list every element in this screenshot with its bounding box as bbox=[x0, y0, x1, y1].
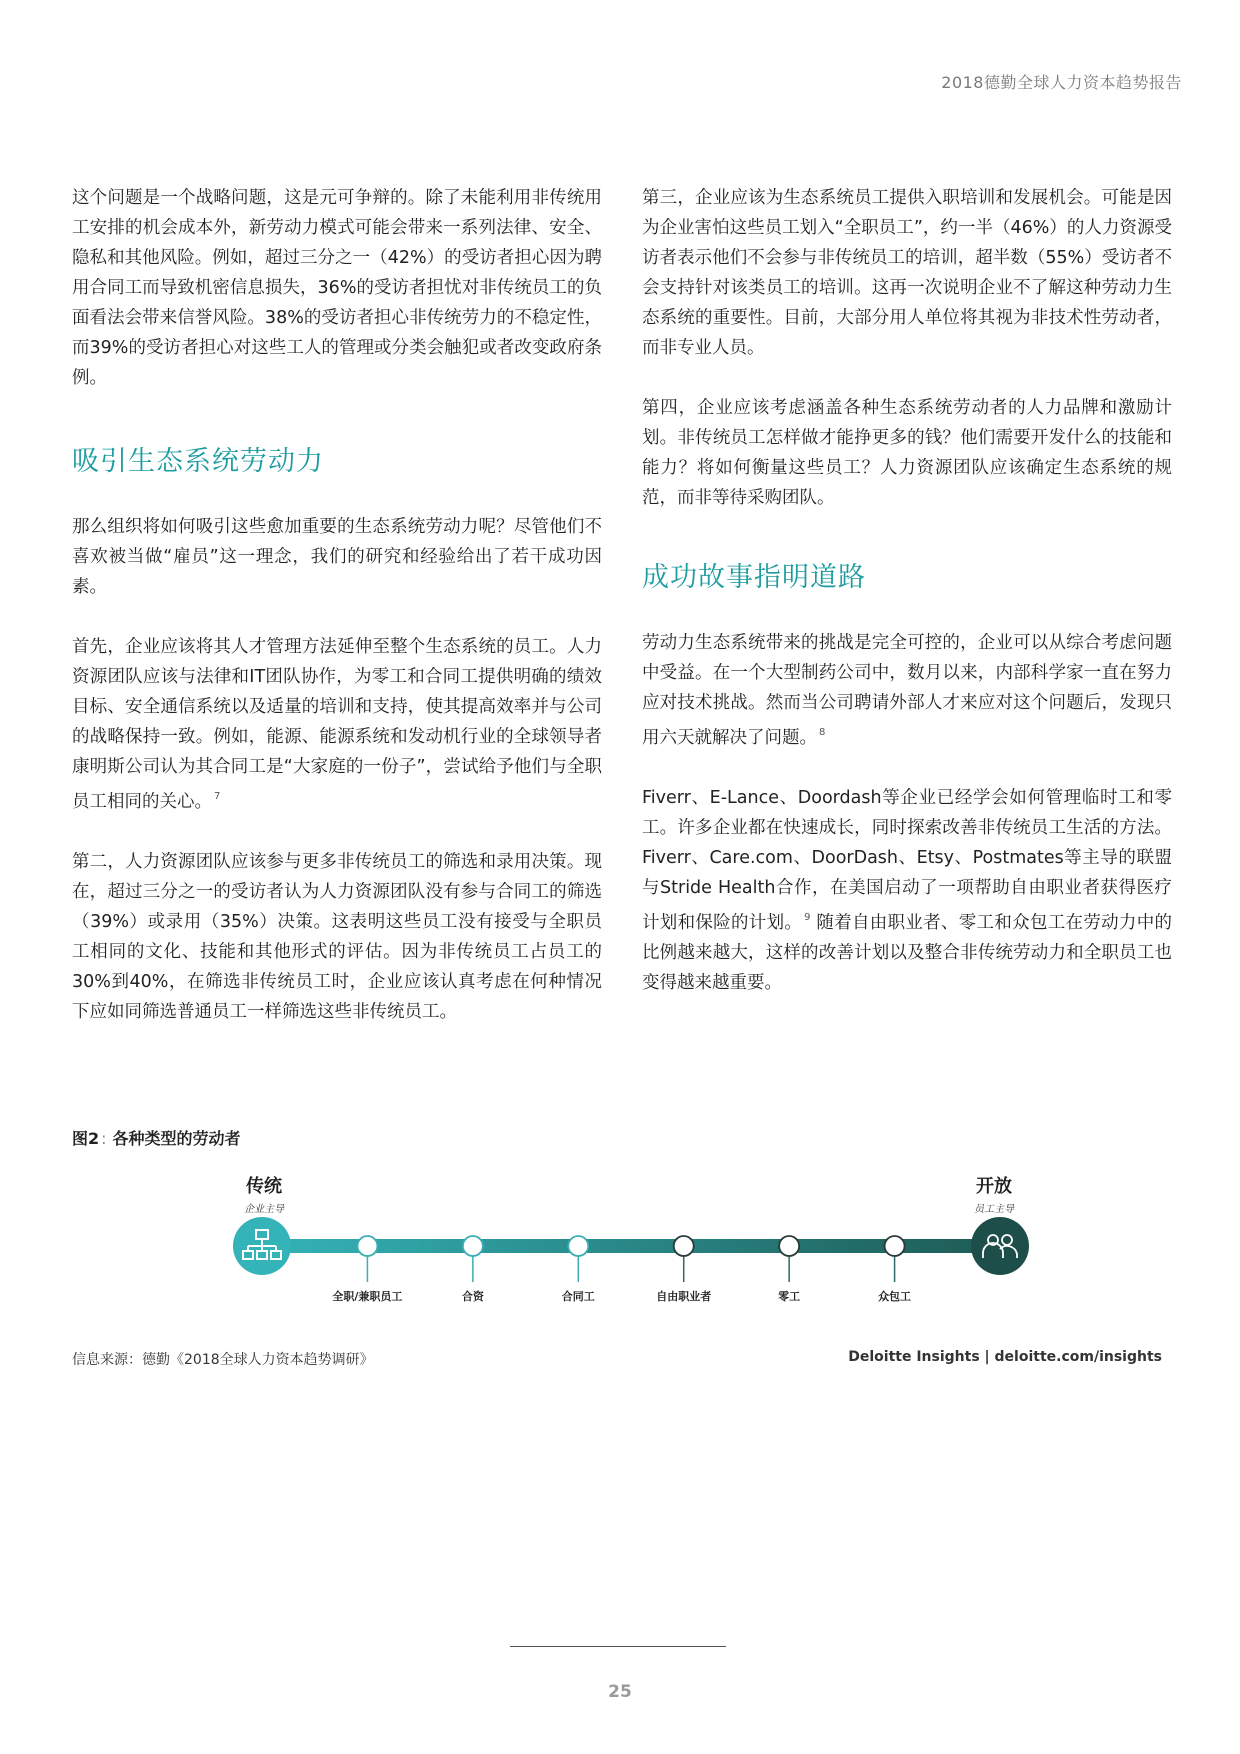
left-paragraph-1: 这个问题是一个战略问题，这是元可争辩的。除了未能利用非传统用工安排的机会成本外，新劳动力模式可能会带来一系列法律、安全、隐私和其他风险。例如，超过三分之一（42%）的受访者担心因为聘用合同工而导致机密信息损失，36%的受访者担忧对非传统员工的负面看法会带来信誉风险。38%的受访者担心非传统劳力的不稳定性，而39%的受访者担心对这些工人的管理或分类会触犯或者改变政府条例。 bbox=[72, 188, 602, 388]
stop-marker bbox=[357, 1236, 377, 1256]
footnote-ref-8[interactable]: 8 bbox=[819, 727, 826, 738]
right-end-subtitle: 员工主导 bbox=[974, 1204, 1014, 1215]
footnote-ref-9[interactable]: 9 bbox=[804, 912, 811, 923]
left-paragraph-3 bbox=[72, 632, 602, 817]
stop-marker bbox=[885, 1236, 905, 1256]
right-paragraph-4 bbox=[642, 783, 1172, 998]
right-end-title: 开放 bbox=[976, 1176, 1012, 1197]
left-paragraph-2: 那么组织将如何吸引这些愈加重要的生态系统劳动力呢？尽管他们不喜欢被当做“雇员”这一理念，我们的研究和经验给出了若干成功因素。 bbox=[72, 517, 602, 597]
right-paragraph-3-text: 劳动力生态系统带来的挑战是完全可控的，企业可以从综合考虑问题中受益。在一个大型制药公司中，数月以来，内部科学家一直在努力应对技术挑战。然而当公司聘请外部人才来应对这个问题后，发现只用六天就解决了问题。 bbox=[642, 633, 1172, 748]
stop-marker bbox=[779, 1236, 799, 1256]
left-paragraph-3-text: 首先，企业应该将其人才管理方法延伸至整个生态系统的员工。人力资源团队应该与法律和IT团队协作，为零工和合同工提供明确的绩效目标、安全通信系统以及适量的培训和支持，使其提高效率并与公司的战略保持一致。例如，能源、能源系统和发动机行业的全球领导者康明斯公司认为其合同工是“大家庭的一份子”，尝试给予他们与全职员工相同的关心。 bbox=[72, 637, 602, 812]
right-paragraph-2: 第四，企业应该考虑涵盖各种生态系统劳动者的人力品牌和激励计划。非传统员工怎样做才能挣更多的钱？他们需要开发什么的技能和能力？将如何衡量这些员工？人力资源团队应该确定生态系统的规范，而非等待采购团队。 bbox=[642, 398, 1172, 508]
stop-label: 自由职业者 bbox=[656, 1290, 712, 1303]
left-column bbox=[72, 183, 602, 1057]
stop-label: 众包工 bbox=[878, 1290, 912, 1303]
stop-label: 合同工 bbox=[561, 1290, 595, 1303]
stop-label: 零工 bbox=[778, 1290, 801, 1303]
right-paragraph-3 bbox=[642, 628, 1172, 753]
figure-number: 图2 bbox=[72, 1129, 100, 1148]
footer-divider bbox=[510, 1646, 726, 1647]
left-paragraph-4: 第二，人力资源团队应该参与更多非传统员工的筛选和录用决策。现在，超过三分之一的受访者认为人力资源团队没有参与合同工的筛选（39%）或录用（35%）决策。这表明这些员工没有接受与全职员工相同的文化、技能和其他形式的评估。因为非传统员工占员工的30%到40%，在筛选非传统员工时，企业应该认真考虑在何种情况下应如同筛选普通员工一样筛选这些非传统员工。 bbox=[72, 852, 602, 1022]
figure-separator: : bbox=[101, 1129, 107, 1148]
section-heading-attract: 吸引生态系统劳动力 bbox=[72, 446, 324, 477]
stop-marker bbox=[674, 1236, 694, 1256]
footnote-ref-7[interactable]: 7 bbox=[214, 791, 221, 802]
source-note: 信息来源：德勤《2018全球人力资本趋势调研》 bbox=[72, 1352, 374, 1368]
right-paragraph-4a-text: Fiverr、E-Lance、Doordash等企业已经学会如何管理临时工和零工。许多企业都在快速成长，同时探索改善非传统员工生活的方法。Fiverr、Care.com、DoorDash、Etsy、Postmates等主导的联盟与Stride Health合作，在美国启动了一项帮助自由职业者获得医疗计划和保险的计划。 bbox=[642, 788, 1172, 933]
stop-label: 合资 bbox=[461, 1290, 484, 1303]
figure-title bbox=[72, 1126, 241, 1149]
running-header: 2018德勤全球人力资本趋势报告 bbox=[941, 73, 1182, 92]
right-column bbox=[642, 183, 1172, 1028]
figure-worker-types bbox=[72, 1126, 1172, 1386]
stop-marker bbox=[568, 1236, 588, 1256]
left-end-subtitle: 企业主导 bbox=[244, 1204, 284, 1215]
right-paragraph-4b-text: 随着自由职业者、零工和众包工在劳动力中的比例越来越大，这样的改善计划以及整合非传统劳动力和全职员工也变得越来越重要。 bbox=[642, 913, 1173, 993]
stop-label: 全职/兼职员工 bbox=[332, 1290, 403, 1303]
deloitte-credit: Deloitte Insights | deloitte.com/insights bbox=[848, 1349, 1162, 1365]
page-number: 25 bbox=[608, 1682, 632, 1702]
figure-title-text: 各种类型的劳动者 bbox=[112, 1129, 241, 1148]
stop-marker bbox=[463, 1236, 483, 1256]
left-end-title: 传统 bbox=[246, 1176, 282, 1197]
right-paragraph-1: 第三，企业应该为生态系统员工提供入职培训和发展机会。可能是因为企业害怕这些员工划入“全职员工”，约一半（46%）的人力资源受访者表示他们不会参与非传统员工的培训，超半数（55%）受访者不会支持针对该类员工的培训。这再一次说明企业不了解这种劳动力生态系统的重要性。目前，大部分用人单位将其视为非技术性劳动者，而非专业人员。 bbox=[642, 188, 1172, 358]
section-heading-success: 成功故事指明道路 bbox=[642, 562, 866, 593]
